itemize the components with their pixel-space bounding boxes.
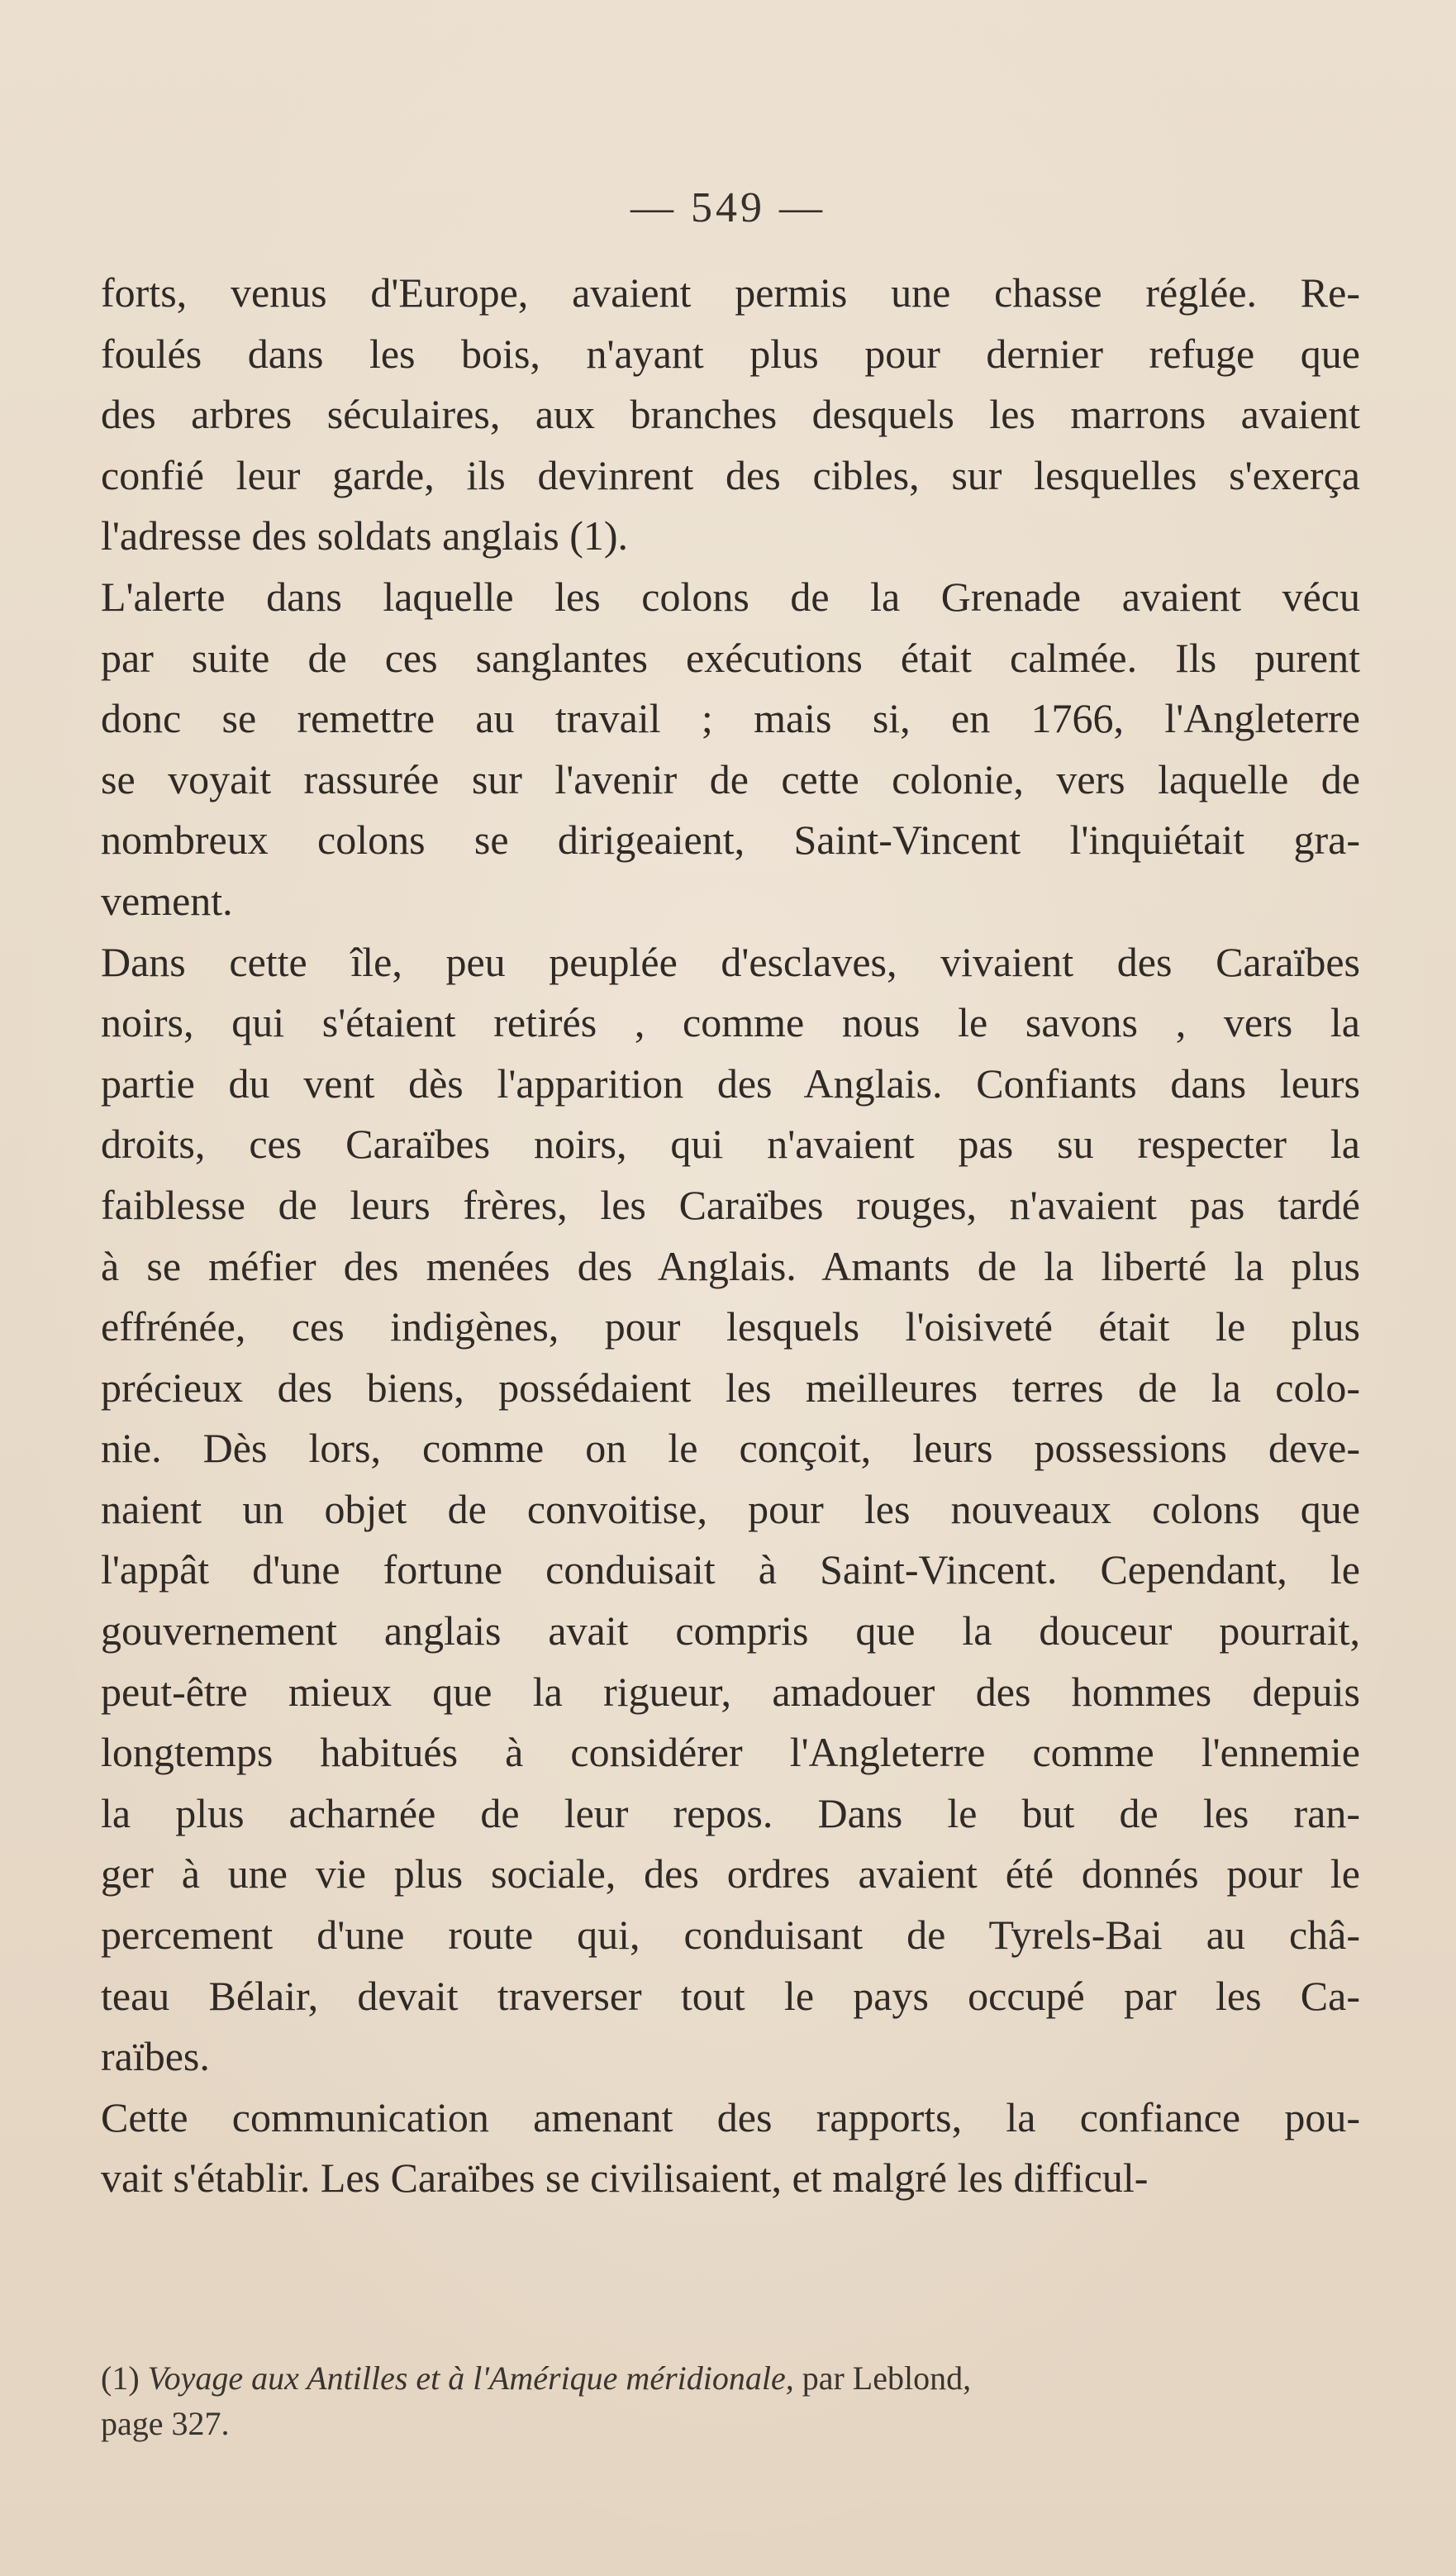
text-line: l'appât d'une fortune conduisait à Saint-Vincent. Cependant, le [101,1546,1360,1593]
footnote-author: par Leblond, [802,2359,972,2397]
text-line: gouvernement anglais avait compris que la douceur pourrait, [101,1607,1360,1655]
text-line: Dans cette île, peu peuplée d'esclaves, vivaient des Caraïbes [101,938,1360,985]
text-line: teau Bélair, devait traverser tout le pays occupé par les Ca- [101,1972,1360,2019]
text-line: précieux des biens, possédaient les meilleures terres de la colo- [101,1364,1360,1411]
text-line: l'adresse des soldats anglais (1). [101,512,629,559]
text-line: partie du vent dès l'apparition des Anglais. Confiants dans leurs [101,1059,1360,1107]
text-line: foulés dans les bois, n'ayant plus pour dernier refuge que [101,330,1360,377]
text-line: peut-être mieux que la rigueur, amadouer des hommes depuis [101,1668,1360,1715]
text-line: longtemps habitués à considérer l'Angleterre comme l'ennemie [101,1729,1360,1776]
text-line: vement. [101,877,233,924]
text-line: Cette communication amenant des rapports, la confiance pou- [101,2093,1360,2140]
footnote-marker: (1) [101,2359,140,2397]
text-line: forts, venus d'Europe, avaient permis une chasse réglée. Re- [101,269,1360,316]
text-line: la plus acharnée de leur repos. Dans le but de les ran- [101,1789,1360,1836]
body-text [101,263,1360,2209]
footnote-title: Voyage aux Antilles et à l'Amérique méridionale, [147,2359,794,2397]
text-line: faiblesse de leurs frères, les Caraïbes rouges, n'avaient pas tardé [101,1181,1360,1228]
text-line: L'alerte dans laquelle les colons de la Grenade avaient vécu [101,573,1360,620]
text-line: nombreux colons se dirigeaient, Saint-Vincent l'inquiétait gra- [101,817,1360,864]
text-line: à se méfier des menées des Anglais. Amants de la liberté la plus [101,1242,1360,1289]
text-line: ger à une vie plus sociale, des ordres avaient été donnés pour le [101,1850,1360,1897]
text-line: des arbres séculaires, aux branches desquels les marrons avaient [101,391,1360,438]
text-line: percement d'une route qui, conduisant de Tyrels-Bai au châ- [101,1912,1360,1959]
text-line: noirs, qui s'étaient retirés , comme nous le savons , vers la [101,999,1360,1046]
footnote-line-1 [101,2355,1360,2401]
text-line: effrénée, ces indigènes, pour lesquels l'oisiveté était le plus [101,1303,1360,1350]
text-line: se voyait rassurée sur l'avenir de cette colonie, vers laquelle de [101,755,1360,802]
text-line: raïbes. [101,2033,210,2080]
text-line: donc se remettre au travail ; mais si, en 1766, l'Angleterre [101,695,1360,742]
text-line: droits, ces Caraïbes noirs, qui n'avaient pas su respecter la [101,1121,1360,1168]
text-line: confié leur garde, ils devinrent des cibles, sur lesquelles s'exerça [101,451,1360,498]
text-line: nie. Dès lors, comme on le conçoit, leurs possessions deve- [101,1425,1360,1472]
text-line: naient un objet de convoitise, pour les nouveaux colons que [101,1485,1360,1532]
text-line: vait s'établir. Les Caraïbes se civilisaient, et malgré les difficul- [101,2155,1149,2202]
text-line: par suite de ces sanglantes exécutions était calmée. Ils purent [101,634,1360,681]
footnote [101,2355,1360,2446]
footnote-line-2: page 327. [101,2405,230,2442]
page-number-header: — 549 — [630,184,826,231]
